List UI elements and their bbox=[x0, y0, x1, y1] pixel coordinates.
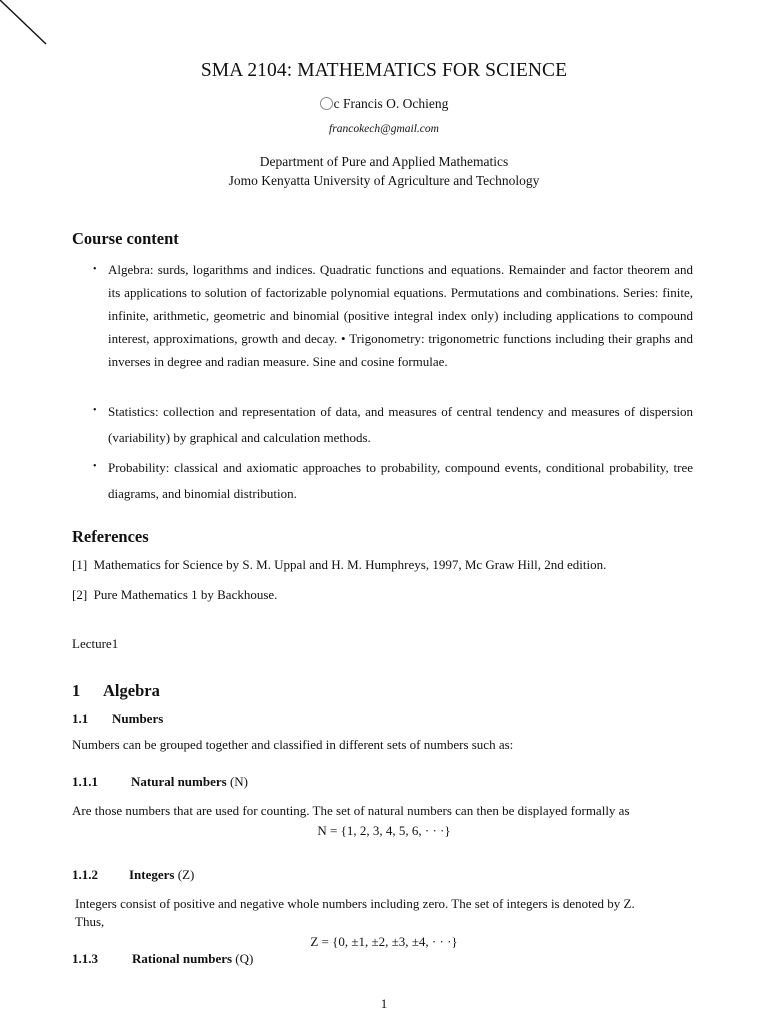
author-email: francokech@gmail.com bbox=[329, 123, 439, 135]
section-1-1-2-number: 1.1.2 bbox=[72, 867, 98, 882]
section-1-title: Algebra bbox=[103, 681, 160, 700]
course-bullet-statistics: Statistics: collection and representation of data, and measures of central tendency and measures of dispersion (variability) by graphical and calculation methods. bbox=[108, 404, 693, 445]
integers-formula: Z = {0, ±1, ±2, ±3, ±4, · · ·} bbox=[310, 934, 458, 949]
natural-numbers-text: Are those numbers that are used for counting. The set of natural numbers can then be displayed formally as bbox=[72, 803, 630, 818]
natural-numbers-formula: N = {1, 2, 3, 4, 5, 6, · · ·} bbox=[317, 823, 451, 838]
course-content-heading: Course content bbox=[72, 229, 179, 248]
integers-text-line-1: Integers consist of positive and negative whole numbers including zero. The set of integers is denoted by Z. bbox=[75, 896, 635, 911]
author-name: Francis O. Ochieng bbox=[343, 96, 449, 111]
numbers-intro: Numbers can be grouped together and classified in different sets of numbers such as: bbox=[72, 737, 514, 752]
bullet-dot: • bbox=[93, 405, 97, 416]
reference-item: [2] Pure Mathematics 1 by Backhouse. bbox=[72, 587, 278, 602]
section-1-1-title: Numbers bbox=[112, 711, 164, 726]
author-prefix: c bbox=[333, 96, 340, 111]
section-1-1-number: 1.1 bbox=[72, 711, 89, 726]
author-line bbox=[0, 96, 768, 112]
department: Department of Pure and Applied Mathematics bbox=[259, 154, 509, 169]
corner-diagonal-line bbox=[0, 0, 60, 60]
reference-item: [1] Mathematics for Science by S. M. Uppal and H. M. Humphreys, 1997, Mc Graw Hill, 2nd edition. bbox=[72, 557, 607, 572]
natural-numbers-title: Natural numbers bbox=[131, 774, 227, 789]
copyright-circle-icon bbox=[320, 97, 333, 110]
rational-numbers-symbol: (Q) bbox=[235, 951, 254, 966]
lecture-label: Lecture1 bbox=[72, 636, 119, 651]
section-1-number: 1 bbox=[72, 681, 81, 700]
integers-symbol: (Z) bbox=[177, 867, 195, 882]
natural-numbers-symbol: (N) bbox=[229, 774, 248, 789]
university: Jomo Kenyatta University of Agriculture and Technology bbox=[228, 173, 540, 188]
course-bullet-probability: Probability: classical and axiomatic approaches to probability, compound events, conditional probability, tree diagrams, and binomial distribution. bbox=[108, 460, 693, 501]
page-number: 1 bbox=[380, 996, 388, 1011]
rational-numbers-title: Rational numbers bbox=[132, 951, 233, 966]
section-1-1-3-title bbox=[132, 951, 253, 967]
document-title: SMA 2104: MATHEMATICS FOR SCIENCE bbox=[200, 60, 568, 81]
section-1-1-3-number: 1.1.3 bbox=[72, 951, 98, 966]
course-bullet-algebra: Algebra: surds, logarithms and indices. Quadratic functions and equations. Remainder and factor theorem and its applications to solution of factorizable polynomial equations. Permutations and combinations. Series: finite, infinite, arithmetic, geometric and binomial (positive integral index only) including applications to compound interest, approximations, growth and decay. • Trigonometry: trigonometric functions including their graphs and inverses in degree and radian measure. Sine and cosine formulae. bbox=[108, 262, 693, 369]
section-1-1-1-number: 1.1.1 bbox=[72, 774, 98, 789]
section-1-1-1-title bbox=[131, 774, 248, 790]
integers-text-line-2: Thus, bbox=[75, 914, 105, 929]
integers-title: Integers bbox=[129, 867, 175, 882]
bullet-dot: • bbox=[93, 264, 97, 275]
references-heading: References bbox=[72, 527, 149, 546]
bullet-dot: • bbox=[93, 461, 97, 472]
section-1-1-2-title bbox=[129, 867, 194, 883]
